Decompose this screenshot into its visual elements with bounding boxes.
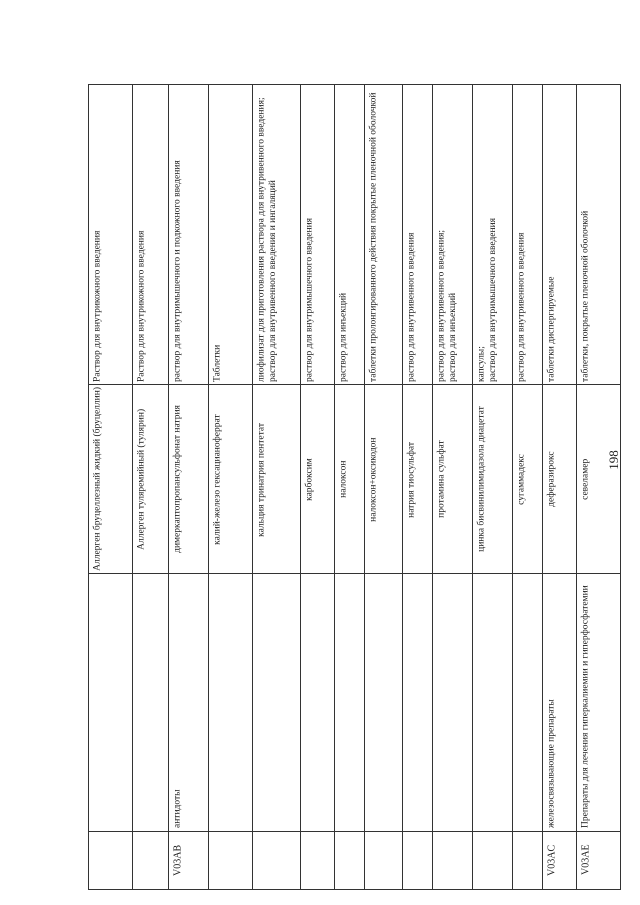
drug-name-cell: налоксон+оксикодон xyxy=(365,385,403,574)
dosage-form-cell xyxy=(403,85,433,385)
group-cell xyxy=(433,573,473,831)
atc-code-cell xyxy=(335,831,365,889)
group-cell xyxy=(89,573,133,831)
drug-name-cell: карбоксим xyxy=(301,385,335,574)
page-number: 198 xyxy=(605,450,621,470)
dosage-form-text: Раствор для внутрикожного введения xyxy=(92,230,102,382)
dosage-form-text: Таблетки xyxy=(212,344,222,382)
dosage-form-cell xyxy=(513,85,543,385)
dosage-form-text: раствор для внутривенного введения xyxy=(406,232,416,382)
atc-code-cell xyxy=(89,831,133,889)
dosage-form-cell xyxy=(209,85,253,385)
group-cell xyxy=(335,573,365,831)
group-cell xyxy=(473,573,513,831)
table-row xyxy=(89,573,621,831)
drug-name-cell: Аллерген туляремийный (тулярин) xyxy=(133,385,169,574)
dosage-form-cell xyxy=(301,85,335,385)
group-cell: Препараты для лечения гиперкалиемии и гиперфосфатемии xyxy=(577,573,621,831)
atc-code-cell xyxy=(365,831,403,889)
dosage-form-cell xyxy=(543,85,577,385)
drug-name-cell: деферазирокс xyxy=(543,385,577,574)
dosage-form-cell xyxy=(133,85,169,385)
atc-code-cell: V03AE xyxy=(577,831,621,889)
atc-code-cell xyxy=(513,831,543,889)
drug-name-cell: калий-железо гексацианоферрат xyxy=(209,385,253,574)
drug-name-cell: налоксон xyxy=(335,385,365,574)
dosage-form-text: таблетки пролонгированного действия покрытые пленочной оболочкой xyxy=(368,92,378,382)
drug-table xyxy=(88,84,621,890)
dosage-form-cell xyxy=(335,85,365,385)
atc-code-cell xyxy=(433,831,473,889)
atc-code-cell xyxy=(473,831,513,889)
dosage-form-text: таблетки диспергируемые xyxy=(546,276,556,382)
dosage-form-text: раствор для инъекций xyxy=(338,292,348,382)
group-cell xyxy=(513,573,543,831)
drug-name-cell: севеламер xyxy=(577,385,621,574)
table-row xyxy=(89,831,621,889)
atc-code-cell xyxy=(133,831,169,889)
dosage-form-text: раствор для внутримышечного и подкожного введения xyxy=(172,160,182,382)
dosage-form-text: раствор для внутривенного введения xyxy=(516,232,526,382)
drug-name-cell: Аллерген бруцеллезный жидкий (бруцеллин) xyxy=(89,385,133,574)
table-row xyxy=(89,85,621,385)
dosage-form-text: раствор для инъекций xyxy=(447,292,458,382)
rotated-table-page xyxy=(88,84,591,876)
dosage-form-text: Раствор для внутрикожного введения xyxy=(136,230,146,382)
group-cell xyxy=(209,573,253,831)
dosage-form-text: раствор для внутримышечного введения xyxy=(487,217,498,382)
drug-name-cell: цинка бисвинилимидазола диацетат xyxy=(473,385,513,574)
drug-name-cell: натрия тиосульфат xyxy=(403,385,433,574)
drug-table-body xyxy=(89,85,621,890)
dosage-form-cell xyxy=(169,85,209,385)
dosage-form-text: раствор для внутривенного введения и ингаляций xyxy=(267,180,278,382)
atc-code-cell xyxy=(253,831,301,889)
dosage-form-cell xyxy=(577,85,621,385)
dosage-form-text: раствор для внутримышечного введения xyxy=(304,217,314,382)
atc-code-cell xyxy=(209,831,253,889)
drug-name-cell: кальция тринатрия пентетат xyxy=(253,385,301,574)
group-cell xyxy=(365,573,403,831)
atc-code-cell: V03AB xyxy=(169,831,209,889)
drug-name-cell: сугаммадекс xyxy=(513,385,543,574)
atc-code-cell: V03AC xyxy=(543,831,577,889)
table-row xyxy=(89,385,621,574)
dosage-form-text: раствор для внутривенного введения; xyxy=(436,230,446,382)
group-cell xyxy=(133,573,169,831)
drug-name-cell: протамина сульфат xyxy=(433,385,473,574)
dosage-form-text: лиофилизат для приготовления раствора для внутривенного введения; xyxy=(256,97,266,382)
group-cell xyxy=(253,573,301,831)
atc-code-cell xyxy=(403,831,433,889)
drug-name-cell: димеркаптопропансульфонат натрия xyxy=(169,385,209,574)
dosage-form-text: таблетки, покрытые пленочной оболочкой xyxy=(580,210,590,382)
group-cell: антидоты xyxy=(169,573,209,831)
group-cell: железосвязывающие препараты xyxy=(543,573,577,831)
atc-code-cell xyxy=(301,831,335,889)
dosage-form-text: капсулы; xyxy=(476,346,486,382)
dosage-form-cell xyxy=(253,85,301,385)
dosage-form-cell xyxy=(365,85,403,385)
dosage-form-cell xyxy=(89,85,133,385)
dosage-form-cell xyxy=(433,85,473,385)
group-cell xyxy=(403,573,433,831)
dosage-form-cell xyxy=(473,85,513,385)
group-cell xyxy=(301,573,335,831)
